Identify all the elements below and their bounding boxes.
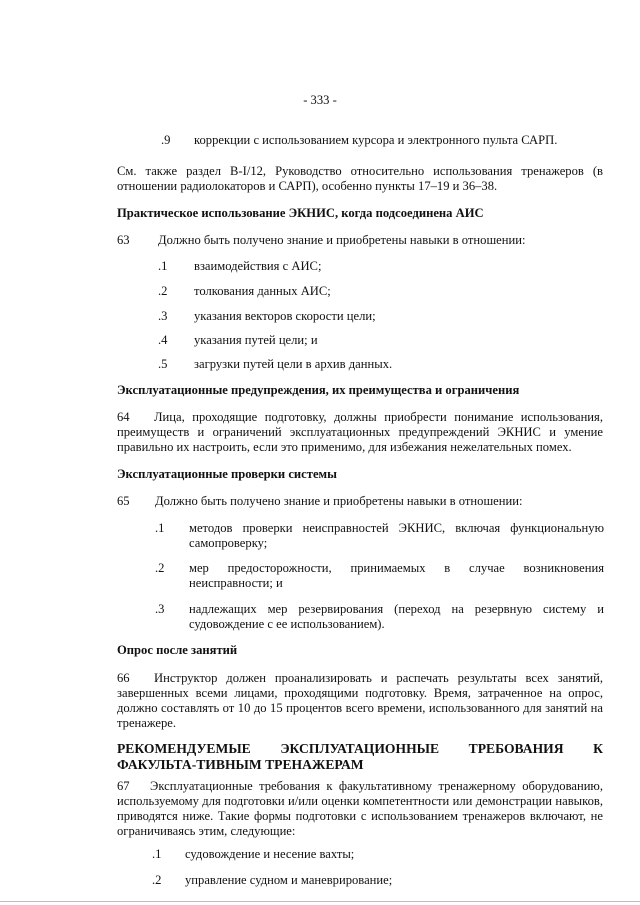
list-item-number: .5: [158, 357, 168, 371]
list-item-text: управление судном и маневрирование;: [185, 873, 393, 887]
list-item-text: толкования данных АИС;: [194, 284, 331, 298]
paragraph-text: Должно быть получено знание и приобретены навыки в отношении:: [158, 233, 526, 247]
section-heading-warnings: Эксплуатационные предупреждения, их преимущества и ограничения: [117, 383, 520, 397]
list-item-text: надлежащих мер резервирования (переход на резервную систему и судовождение с ее использованием).: [189, 602, 604, 631]
list-item-number: .1: [158, 259, 168, 273]
list-item-number: .1: [155, 521, 165, 535]
section-heading-debrief: Опрос после занятий: [117, 643, 238, 657]
paragraph-text: Инструктор должен проанализировать и распечать результаты всех занятий, завершенных всеми лицами, проходящими подготовку. Время, затраченное на опрос, должно составлять от 10 до 15 процентов всего времени, использованного для занятий на тренажере.: [117, 671, 603, 730]
list-item-text: методов проверки неисправностей ЭКНИС, включая функциональную самопроверку;: [189, 521, 604, 550]
paragraph-number: 63: [117, 233, 130, 247]
paragraph-67: [117, 779, 603, 839]
paragraph-text: Эксплуатационные требования к факультативному тренажерному оборудованию, используемому для подготовки и/или оценки компетентности или демонстрации навыков, приводятся ниже. Такие формы подготовки с использованием тренажеров включают, не ограничиваясь этим, следующие:: [117, 779, 603, 838]
list-item-text: указания векторов скорости цели;: [194, 309, 376, 323]
paragraph-number: 66: [117, 671, 130, 685]
list-item-text: загрузки путей цели в архив данных.: [194, 357, 393, 371]
list-item-text: мер предосторожности, принимаемых в случае возникновения неисправности; и: [189, 561, 604, 590]
list-item-number: .2: [155, 561, 165, 575]
section-heading-ais: Практическое использование ЭКНИС, когда подсоединена АИС: [117, 206, 484, 220]
list-item-text: взаимодействия с АИС;: [194, 259, 322, 273]
paragraph-66: [117, 671, 603, 731]
list-item-number: .9: [161, 133, 171, 147]
list-item-number: .1: [152, 847, 162, 861]
section-heading-recommended: РЕКОМЕНДУЕМЫЕ ЭКСПЛУАТАЦИОННЫЕ ТРЕБОВАНИЯ К ФАКУЛЬТА-ТИВНЫМ ТРЕНАЖЕРАМ: [117, 741, 603, 772]
paragraph-number: 64: [117, 410, 130, 424]
list-item-number: .3: [158, 309, 168, 323]
list-item-text: судовождение и несение вахты;: [185, 847, 355, 861]
list-item-number: .2: [152, 873, 162, 887]
list-item-number: .3: [155, 602, 165, 616]
list-item-number: .4: [158, 333, 168, 347]
paragraph-number: 67: [117, 779, 130, 793]
paragraph-text: Должно быть получено знание и приобретены навыки в отношении:: [155, 494, 523, 508]
page-number: - 333 -: [303, 93, 337, 107]
see-also-paragraph: См. также раздел B-I/12, Руководство относительно использования тренажеров (в отношении радиолокаторов и САРП), особенно пункты 17–19 и 36–38.: [117, 164, 603, 193]
paragraph-64: [117, 410, 603, 455]
list-item-number: .2: [158, 284, 168, 298]
section-heading-checks: Эксплуатационные проверки системы: [117, 467, 337, 481]
paragraph-number: 65: [117, 494, 130, 508]
list-item-text: коррекции с использованием курсора и электронного пульта САРП.: [194, 133, 558, 147]
list-item-text: указания путей цели; и: [194, 333, 318, 347]
paragraph-text: Лица, проходящие подготовку, должны приобрести понимание использования, преимуществ и ограничений эксплуатационных предупреждений ЭКНИС и умение правильно их настроить, если это применимо, для избежания нежелательных помех.: [117, 410, 603, 454]
page-bottom-divider: [0, 901, 640, 902]
